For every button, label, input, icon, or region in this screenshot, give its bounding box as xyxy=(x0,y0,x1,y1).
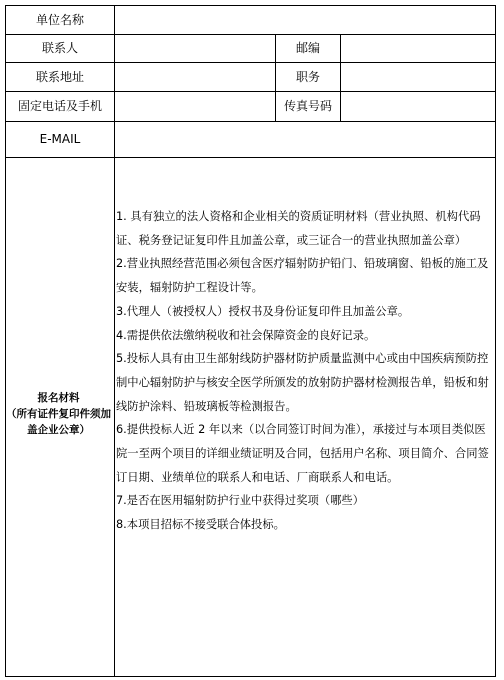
email-label: E-MAIL xyxy=(39,132,81,146)
requirement-item: 3.代理人（被授权人）授权书及身份证复印件且加盖公章。 xyxy=(116,304,410,318)
materials-subtitle: （所有证件复印件须加盖企业公章） xyxy=(6,408,111,436)
contact-person-label: 联系人 xyxy=(41,41,78,55)
unit-name-label: 单位名称 xyxy=(35,12,84,27)
requirement-item: 6.提供投标人近 2 年以来（以合同签订时间为准），承接过与本项目类似医院一至两个项目的详细业绩证明及合同，包括用户名称、项目简介、合同签订日期、业绩单位的联系人和电话、厂商联系人和电话。 xyxy=(116,423,489,484)
requirements-list xyxy=(116,205,490,537)
materials-title: 报名材料 xyxy=(37,392,80,404)
position-label: 职务 xyxy=(295,69,320,84)
phone-label: 固定电话及手机 xyxy=(17,99,102,113)
row-divider xyxy=(5,157,496,158)
requirement-item: 4.需提供依法缴纳税收和社会保障资金的良好记录。 xyxy=(116,328,376,342)
unit-name-field[interactable] xyxy=(115,5,495,34)
fax-field[interactable] xyxy=(341,91,495,121)
requirement-item: 1. 具有独立的法人资格和企业相关的资质证明材料（营业执照、机构代码证、税务登记证复印件且加盖公章，或三证合一的营业执照加盖公章） xyxy=(116,210,481,247)
requirement-item: 7.是否在医用辐射防护行业中获得过奖项（哪些） xyxy=(116,494,365,508)
address-field[interactable] xyxy=(115,62,275,91)
requirement-item: 2.营业执照经营范围必须包含医疗辐射防护铅门、铅玻璃窗、铅板的施工及安装，辐射防护工程设计等。 xyxy=(116,257,489,295)
requirement-item: 8.本项目招标不接受联合体投标。 xyxy=(116,518,285,532)
postcode-field[interactable] xyxy=(341,34,495,62)
position-field[interactable] xyxy=(341,62,495,91)
email-field[interactable] xyxy=(115,121,495,157)
postcode-label: 邮编 xyxy=(295,41,320,55)
contact-person-field[interactable] xyxy=(115,34,275,62)
phone-field[interactable] xyxy=(115,91,275,121)
address-label: 联系地址 xyxy=(35,69,84,84)
requirement-item: 5.投标人具有由卫生部射线防护器材防护质量监测中心或由中国疾病预防控制中心辐射防护与核安全医学所颁发的放射防护器材检测报告单，铅板和射线防护涂料、铅玻璃板等检测报告。 xyxy=(116,352,489,413)
fax-label: 传真号码 xyxy=(283,99,332,113)
materials-label xyxy=(6,390,111,438)
